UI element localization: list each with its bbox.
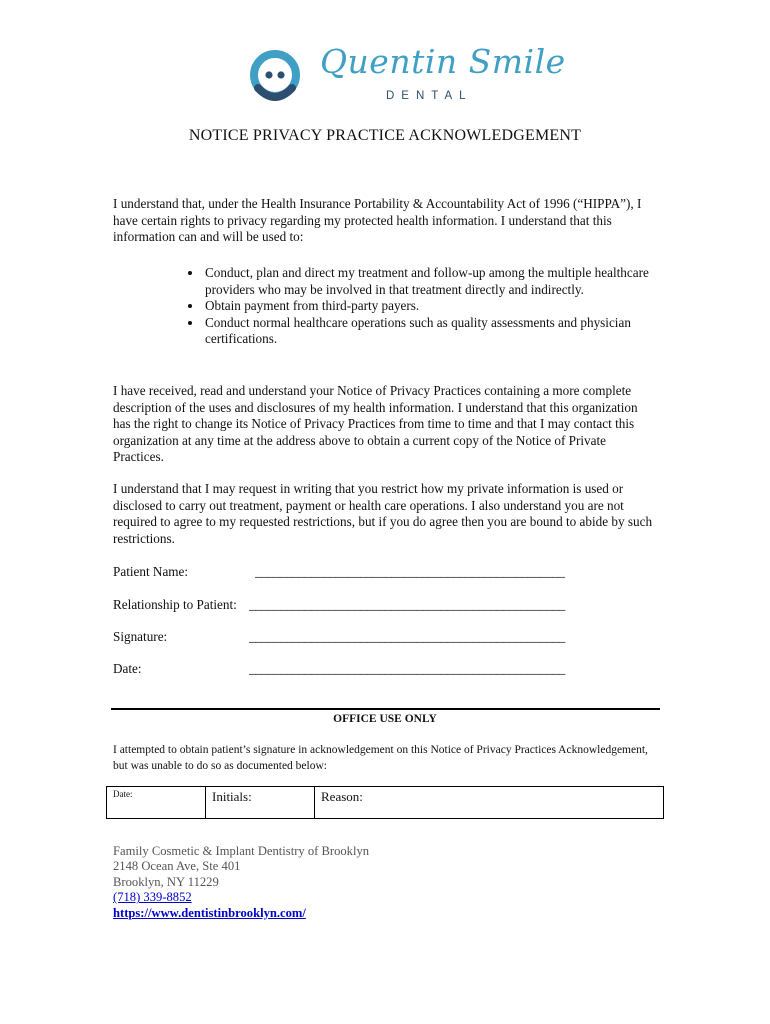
initials-cell[interactable]: Initials: — [206, 787, 315, 819]
date-cell[interactable]: Date: — [107, 787, 206, 819]
list-item: • Conduct normal healthcare operations such as quality assessments and physician certifications. — [203, 315, 683, 348]
date-label: Date: — [113, 661, 142, 676]
signature-label: Signature: — [113, 629, 168, 644]
notice-paragraph: I have received, read and understand your Notice of Privacy Practices containing a more complete description of the uses and disclosures of my health information. I understand that this organization has the right to change its Notice of Privacy Practices from time to time and that I may contact this organization at any time at the address above to obtain a current copy of the Notice of Private Practices. — [113, 383, 638, 465]
office-log-table — [106, 786, 664, 819]
signature-field[interactable]: ___________________________________________________ — [249, 629, 565, 644]
brand-subtitle: DENTAL — [386, 90, 473, 102]
office-use-heading: OFFICE USE ONLY — [333, 713, 437, 725]
reason-cell[interactable]: Reason: — [315, 787, 664, 819]
date-field[interactable]: ___________________________________________________ — [249, 661, 565, 676]
brand-name: Quentin Smile — [320, 42, 566, 81]
office-note: I attempted to obtain patient’s signature in acknowledgement on this Notice of Privacy Practices Acknowledgement, but was unable to do so as documented below: — [113, 744, 648, 772]
patient-name-field[interactable]: __________________________________________________ — [255, 564, 565, 579]
address-line-2: Brooklyn, NY 11229 — [113, 874, 219, 889]
section-divider — [111, 708, 660, 710]
patient-name-label: Patient Name: — [113, 564, 189, 579]
address-line-1: 2148 Ocean Ave, Ste 401 — [113, 859, 241, 874]
website-link[interactable]: https://www.dentistinbrooklyn.com/ — [113, 905, 306, 920]
smile-logo-icon — [248, 48, 302, 102]
list-item: • Conduct, plan and direct my treatment and follow-up among the multiple healthcare providers who may be involved in that treatment directly and indirectly. — [203, 265, 683, 298]
table-row — [107, 787, 664, 819]
phone-link[interactable]: (718) 339-8852 — [113, 890, 192, 905]
practice-name: Family Cosmetic & Implant Dentistry of Brooklyn — [113, 844, 370, 858]
intro-paragraph: I understand that, under the Health Insurance Portability & Accountability Act of 1996 (“HIPPA”), I have certain rights to privacy regarding my protected health information. I understand that this information can and will be used to: — [113, 196, 642, 245]
document-title: NOTICE PRIVACY PRACTICE ACKNOWLEDGEMENT — [188, 127, 582, 144]
practice-footer — [113, 844, 369, 921]
list-item: • Obtain payment from third-party payers. — [203, 298, 683, 315]
relationship-label: Relationship to Patient: — [113, 597, 237, 612]
quentin-smile-logo — [248, 42, 566, 110]
restriction-paragraph: I understand that I may request in writing that you restrict how my private information is used or disclosed to carry out treatment, payment or health care operations. I also understand you are not required to agree to my requested restrictions, but if you do agree then you are bound to abide by such restrictions. — [113, 481, 653, 546]
relationship-field[interactable]: ___________________________________________________ — [249, 597, 565, 612]
usage-list — [183, 265, 683, 348]
